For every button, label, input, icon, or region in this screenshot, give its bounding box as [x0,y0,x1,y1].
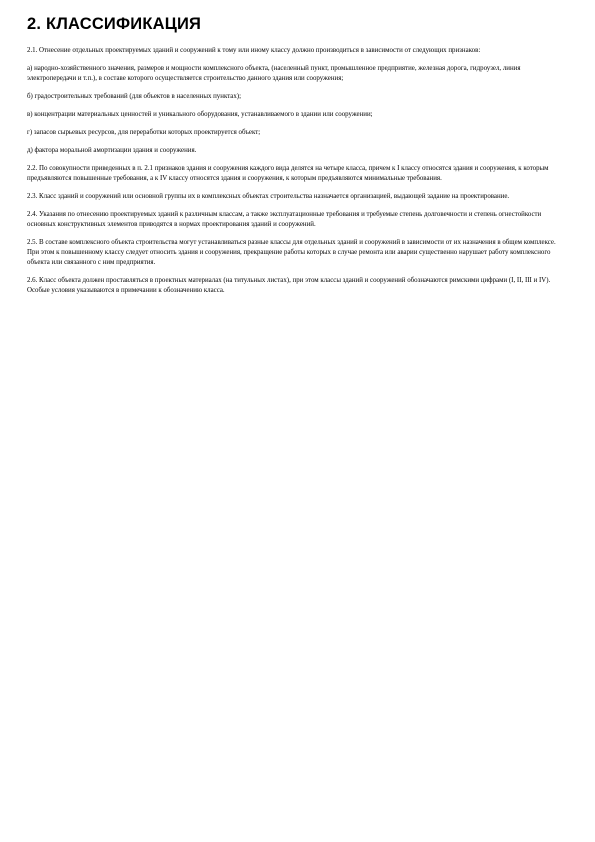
paragraph-item-b: б) градостроительных требований (для объектов в населенных пунктах); [27,93,242,100]
paragraph-item-a: а) народно-хозяйственного значения, размеров и мощности комплексного объекта, (населенный пункт, промышленное предприятие, железная дорога, гидроузел, линия электропередачи и т.п.), в составе которого осуществляется строительство данного здания или сооружения; [27,65,521,82]
paragraph-item-g: г) запасов сырьевых ресурсов, для переработки которых проектируется объект; [27,129,261,136]
paragraph-2-2: 2.2. По совокупности приведенных в п. 2.1 признаков здания и сооружения каждого вида делятся на четыре класса, причем к I классу относятся здания и сооружения, к которым предъявляются повышенные требования, а к IV классу относятся здания и сооружения, к которым предъявляются минимальные требования. [27,165,549,182]
paragraph-2-3: 2.3. Класс зданий и сооружений или основной группы их в комплексных объектах строительства назначается организацией, выдающей задание на проектирование. [27,193,510,200]
document-page [27,14,567,304]
paragraph-item-v: в) концентрации материальных ценностей и уникального оборудования, устанавливаемого в здании или сооружении; [27,111,373,118]
paragraph-2-5: 2.5. В составе комплексного объекта строительства могут устанавливаться разные классы для отдельных зданий и сооружений в зависимости от их назначения в общем комплексе. При этом к повышенному классу следует относить здания и сооружения, прекращение работы которых в случае ремонта или аварии существенно нарушает работу комплексного объекта или связанного с ним предприятия. [27,239,556,266]
paragraph-2-6: 2.6. Класс объекта должен проставляться в проектных материалах (на титульных листах), при этом классы зданий и сооружений обозначаются римскими цифрами (I, II, III и IV). Особые условия указываются в примечании к обозначению класса. [27,277,551,294]
paragraph-2-1: 2.1. Отнесение отдельных проектируемых зданий и сооружений к тому или иному классу должно производиться в зависимости от следующих признаков: [27,47,481,54]
section-title: 2. КЛАССИФИКАЦИЯ [27,15,202,33]
paragraph-2-4: 2.4. Указания по отнесению проектируемых зданий к различным классам, а также эксплуатационные требования и требуемые степень долговечности и степень огнестойкости основных конструктивных элементов приводятся в нормах проектирования зданий и сооружений. [27,211,542,228]
paragraph-item-d: д) фактора моральной амортизации здания и сооружения. [27,147,197,154]
